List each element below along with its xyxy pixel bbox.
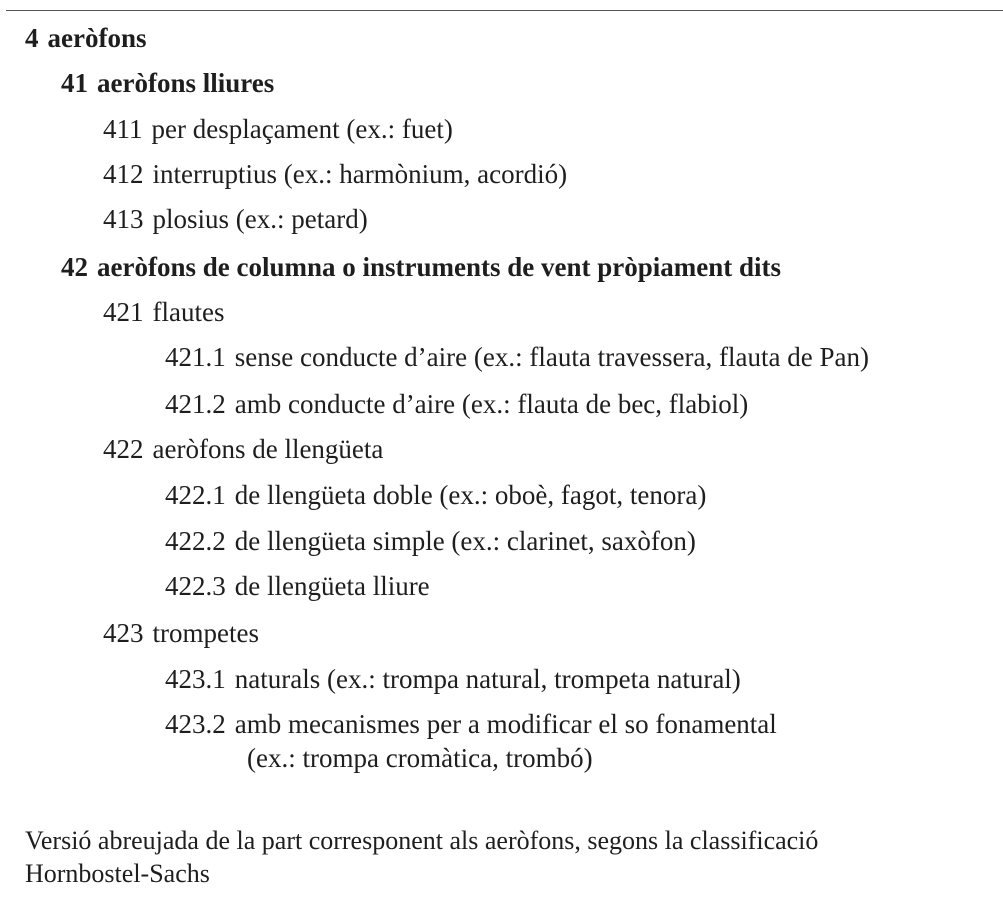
caption-line-2: Hornbostel-Sachs (25, 859, 210, 888)
list-subitem (165, 341, 869, 373)
subitem-label: amb conducte d’aire (ex.: flauta de bec, flabiol) (234, 389, 749, 419)
group-title: aeròfons lliures (97, 68, 275, 98)
item-number: 412 (103, 159, 144, 189)
figure-caption (25, 824, 985, 890)
subitem-number: 422.2 (165, 526, 226, 556)
item-number: 413 (103, 204, 144, 234)
caption-line-1: Versió abreujada de la part corresponent als aeròfons, segons la classificació (25, 826, 819, 855)
subitem-number: 423.1 (165, 664, 226, 694)
item-number: 422 (103, 434, 144, 464)
list-subitem (165, 663, 741, 695)
subitem-number: 421.1 (165, 342, 226, 372)
subitem-label: de llengüeta lliure (234, 571, 430, 601)
item-label: trompetes (152, 618, 259, 648)
group-title: aeròfons de columna o instruments de vent pròpiament dits (97, 252, 782, 282)
item-label: plosius (ex.: petard) (152, 204, 368, 234)
subitem-label: de llengüeta doble (ex.: oboè, fagot, tenora) (234, 480, 707, 510)
list-item (103, 113, 453, 145)
list-subitem (165, 525, 696, 557)
section-heading (25, 22, 146, 54)
item-number: 423 (103, 618, 144, 648)
item-label: per desplaçament (ex.: fuet) (151, 114, 453, 144)
subitem-label: de llengüeta simple (ex.: clarinet, saxòfon) (234, 526, 696, 556)
group-number: 41 (61, 68, 88, 98)
subitem-label: naturals (ex.: trompa natural, trompeta natural) (234, 664, 741, 694)
list-item (103, 158, 567, 190)
list-subitem (165, 388, 748, 420)
group-heading (61, 67, 274, 99)
subitem-number: 423.2 (165, 709, 226, 739)
list-item (103, 433, 383, 465)
item-label: interruptius (ex.: harmònium, acordió) (152, 159, 568, 189)
list-subitem (165, 708, 777, 740)
item-label: flautes (152, 297, 225, 327)
group-heading (61, 251, 781, 283)
list-subitem (165, 479, 706, 511)
list-item (103, 296, 224, 328)
list-item (103, 203, 368, 235)
subitem-label-continuation: (ex.: trompa cromàtica, trombó) (247, 743, 593, 773)
subitem-label: sense conducte d’aire (ex.: flauta travessera, flauta de Pan) (234, 342, 869, 372)
item-label: aeròfons de llengüeta (152, 434, 384, 464)
subitem-number: 422.1 (165, 480, 226, 510)
subitem-number: 421.2 (165, 389, 226, 419)
item-number: 411 (103, 114, 143, 144)
list-item (103, 617, 259, 649)
list-subitem (165, 570, 430, 602)
subitem-number: 422.3 (165, 571, 226, 601)
section-title: aeròfons (47, 23, 147, 53)
group-number: 42 (61, 252, 88, 282)
subitem-label: amb mecanismes per a modificar el so fonamental (234, 709, 777, 739)
item-number: 421 (103, 297, 144, 327)
section-number: 4 (25, 23, 39, 53)
top-rule (6, 10, 1003, 11)
